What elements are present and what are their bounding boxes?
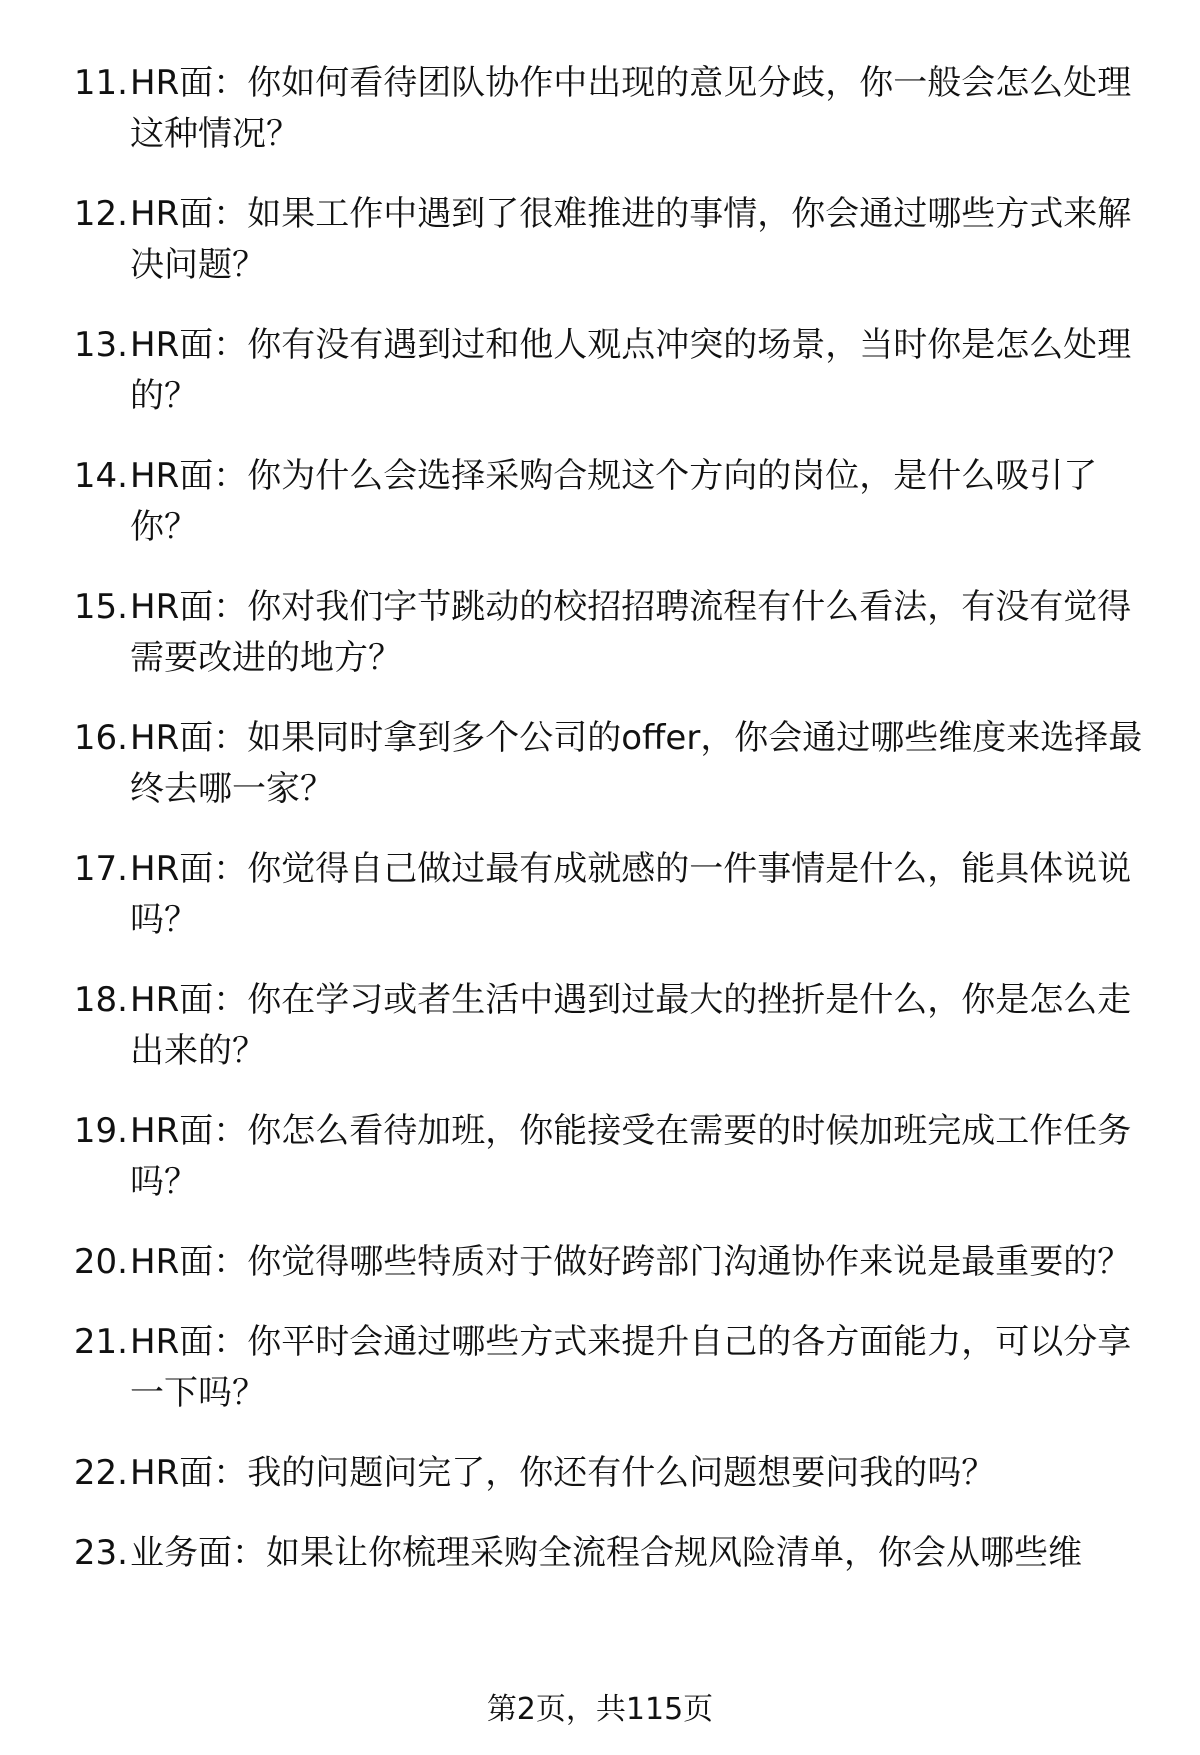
question-number: 11. [73,63,128,103]
question-item [0,58,1200,160]
page-footer [0,1690,1200,1730]
question-number: 13. [73,325,128,365]
question-number: 17. [73,849,128,889]
question-item [0,713,1200,815]
question-number: 12. [73,194,128,234]
question-item [0,1528,1200,1579]
question-list [0,58,1200,1608]
question-item [0,1317,1200,1419]
question-text: HR面：如果同时拿到多个公司的offer，你会通过哪些维度来选择最终去哪一家？ [130,718,1143,809]
question-text: HR面：如果工作中遇到了很难推进的事情，你会通过哪些方式来解决问题？ [130,194,1132,285]
question-text: HR面：你如何看待团队协作中出现的意见分歧，你一般会怎么处理这种情况？ [130,63,1132,154]
question-number: 16. [73,718,128,758]
question-number: 19. [73,1111,128,1151]
question-text: HR面：你觉得自己做过最有成就感的一件事情是什么，能具体说说吗？ [130,849,1132,940]
question-item [0,1106,1200,1208]
question-item [0,582,1200,684]
question-text: HR面：你有没有遇到过和他人观点冲突的场景，当时你是怎么处理的？ [130,325,1132,416]
question-text: HR面：你怎么看待加班，你能接受在需要的时候加班完成工作任务吗？ [130,1111,1132,1202]
question-number: 14. [73,456,128,496]
question-item [0,189,1200,291]
question-text: 业务面：如果让你梳理采购全流程合规风险清单，你会从哪些维 [130,1533,1082,1573]
question-item [0,451,1200,553]
question-item [0,975,1200,1077]
question-number: 20. [73,1242,128,1282]
question-text: HR面：你为什么会选择采购合规这个方向的岗位，是什么吸引了你？ [130,456,1098,547]
question-item [0,1448,1200,1499]
question-number: 22. [73,1453,128,1493]
question-item [0,844,1200,946]
question-number: 15. [73,587,128,627]
question-text: HR面：你平时会通过哪些方式来提升自己的各方面能力，可以分享一下吗？ [130,1322,1132,1413]
question-text: HR面：你觉得哪些特质对于做好跨部门沟通协作来说是最重要的？ [130,1242,1132,1282]
question-text: HR面：我的问题问完了，你还有什么问题想要问我的吗？ [130,1453,996,1493]
question-item [0,320,1200,422]
question-text: HR面：你在学习或者生活中遇到过最大的挫折是什么，你是怎么走出来的？ [130,980,1132,1071]
question-number: 21. [73,1322,128,1362]
question-number: 23. [73,1533,128,1573]
question-item [0,1237,1200,1288]
question-number: 18. [73,980,128,1020]
question-text: HR面：你对我们字节跳动的校招招聘流程有什么看法，有没有觉得需要改进的地方？ [130,587,1132,678]
page-number-label: 第2页，共115页 [486,1692,714,1727]
